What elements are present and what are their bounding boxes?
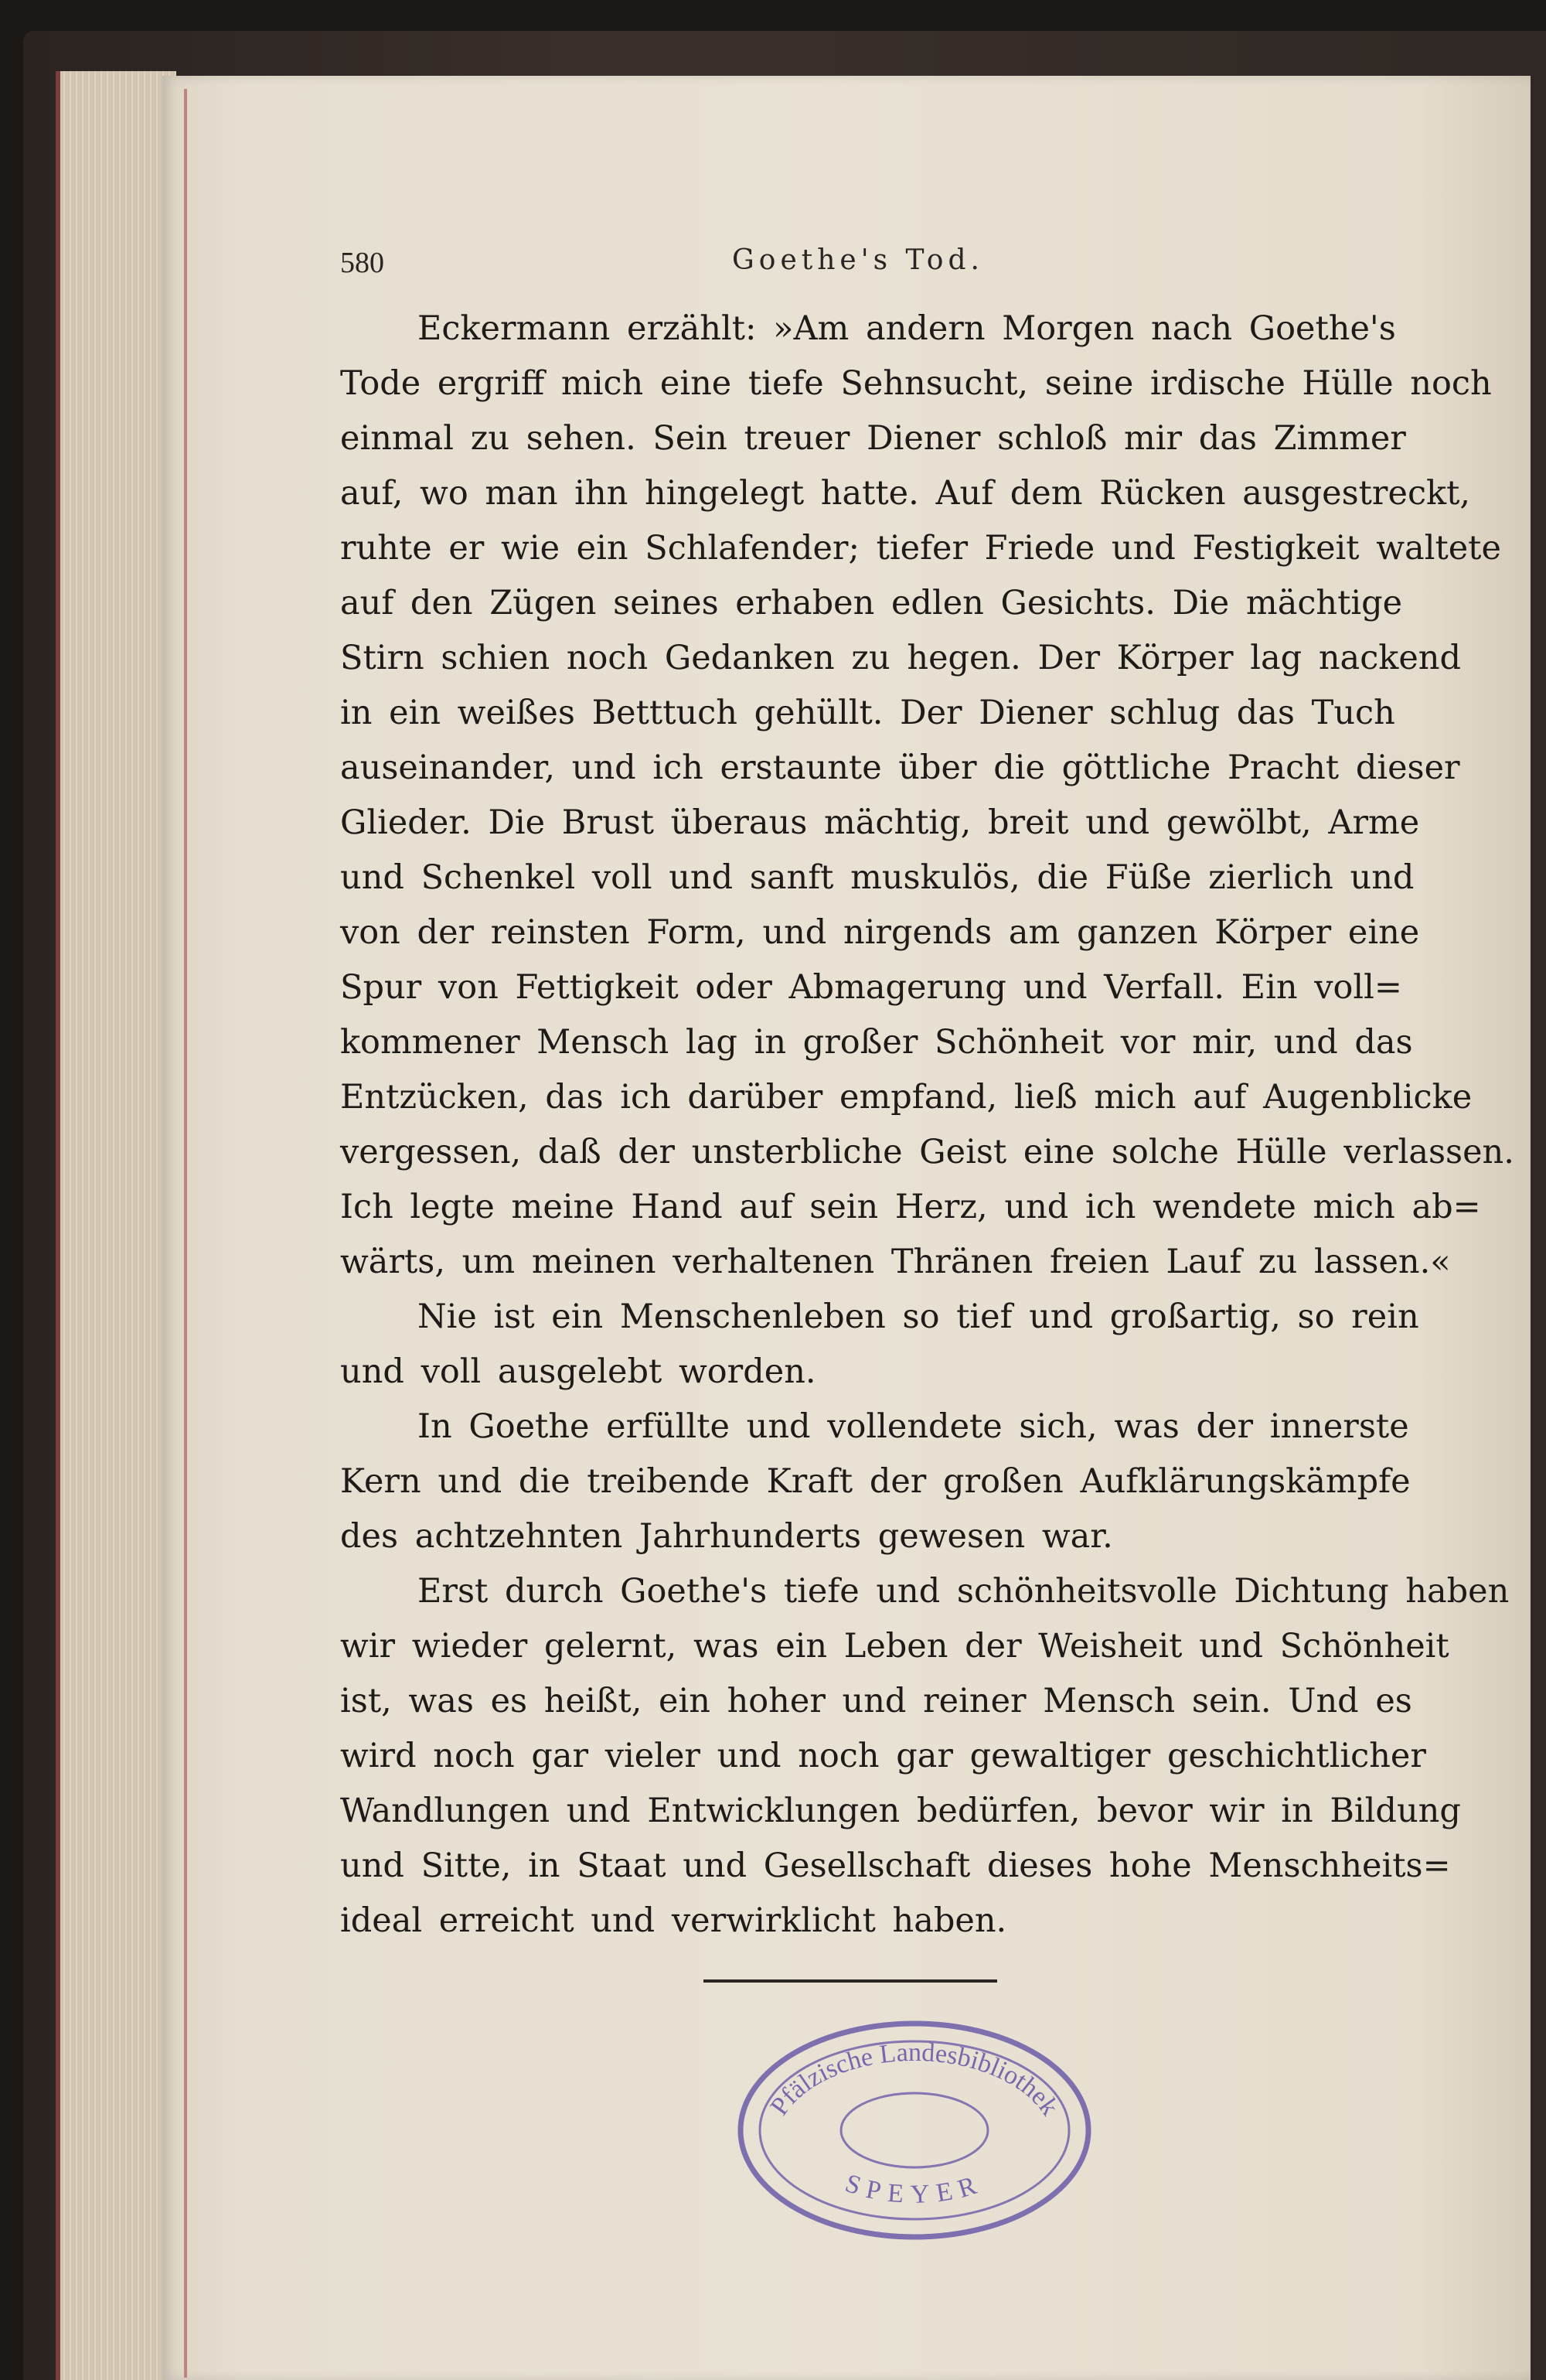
paragraph: [340, 1290, 1419, 1400]
text-line: ideal erreicht und verwirklicht haben.: [340, 1901, 1007, 1940]
body-text: [340, 302, 1514, 1949]
text-line: und voll ausgelebt worden.: [340, 1352, 816, 1391]
text-line: auf, wo man ihn hingelegt hatte. Auf dem Rücken ausgestreckt,: [340, 474, 1471, 513]
text-line: des achtzehnten Jahrhunderts gewesen war.: [340, 1517, 1113, 1556]
text-line: Entzücken, das ich darüber empfand, ließ mich auf Augenblicke: [340, 1078, 1473, 1117]
text-line: kommener Mensch lag in großer Schönheit vor mir, und das: [340, 1023, 1413, 1062]
paragraph: [340, 1400, 1411, 1564]
text-line: Glieder. Die Brust überaus mächtig, breit und gewölbt, Arme: [340, 803, 1420, 842]
text-line: vergessen, daß der unsterbliche Geist eine solche Hülle verlassen.: [340, 1133, 1514, 1171]
text-line: Spur von Fettigkeit oder Abmagerung und Verfall. Ein voll=: [340, 968, 1402, 1007]
text-line: ruhte er wie ein Schlafender; tiefer Friede und Festigkeit waltete: [340, 529, 1501, 568]
text-line: Ich legte meine Hand auf sein Herz, und ich wendete mich ab=: [340, 1188, 1481, 1226]
margin-rule: [184, 89, 187, 2378]
text-line: in ein weißes Betttuch gehüllt. Der Diener schlug das Tuch: [340, 694, 1395, 732]
text-line: Wandlungen und Entwicklungen bedürfen, bevor wir in Bildung: [340, 1792, 1461, 1830]
stamp-text-top: Pfälzische Landesbibliothek: [764, 2037, 1064, 2121]
text-line: wärts, um meinen verhaltenen Thränen freien Lauf zu lassen.«: [340, 1243, 1451, 1281]
text-line: auf den Zügen seines erhaben edlen Gesichts. Die mächtige: [340, 584, 1403, 622]
paragraph: [340, 1564, 1510, 1949]
text-line: Tode ergriff mich eine tiefe Sehnsucht, seine irdische Hülle noch: [340, 364, 1492, 403]
text-line: wir wieder gelernt, was ein Leben der Weisheit und Schönheit: [340, 1627, 1449, 1666]
stamp-center-ring: [841, 2093, 988, 2167]
library-stamp: [733, 2014, 1096, 2246]
page-content: [340, 232, 1514, 1949]
text-line: und Sitte, in Staat und Gesellschaft dieses hohe Menschheits=: [340, 1846, 1451, 1885]
page-edges: [56, 71, 176, 2380]
text-line: Stirn schien noch Gedanken zu hegen. Der Körper lag nackend: [340, 639, 1461, 677]
page-number: 580: [340, 247, 384, 279]
text-line: Eckermann erzählt: »Am andern Morgen nach Goethe's: [417, 309, 1396, 348]
text-line: Nie ist ein Menschenleben so tief und großartig, so rein: [417, 1297, 1419, 1336]
text-line: und Schenkel voll und sanft muskulös, die Füße zierlich und: [340, 858, 1415, 897]
stamp-text-bottom: SPEYER: [841, 2168, 988, 2210]
text-line: auseinander, und ich erstaunte über die göttliche Pracht dieser: [340, 748, 1460, 787]
text-line: einmal zu sehen. Sein treuer Diener schloß mir das Zimmer: [340, 419, 1406, 458]
text-line: ist, was es heißt, ein hoher und reiner Mensch sein. Und es: [340, 1682, 1412, 1720]
running-title: Goethe's Tod.: [732, 244, 984, 276]
end-divider: [703, 1979, 997, 1983]
paragraph: [340, 302, 1514, 1290]
text-line: von der reinsten Form, und nirgends am ganzen Körper eine: [340, 913, 1420, 952]
page-header: [340, 232, 1376, 302]
text-line: In Goethe erfüllte und vollendete sich, was der innerste: [417, 1407, 1409, 1446]
text-line: Kern und die treibende Kraft der großen Aufklärungskämpfe: [340, 1462, 1411, 1501]
text-line: wird noch gar vieler und noch gar gewaltiger geschichtlicher: [340, 1737, 1426, 1775]
text-line: Erst durch Goethe's tiefe und schönheitsvolle Dichtung haben: [417, 1572, 1510, 1611]
